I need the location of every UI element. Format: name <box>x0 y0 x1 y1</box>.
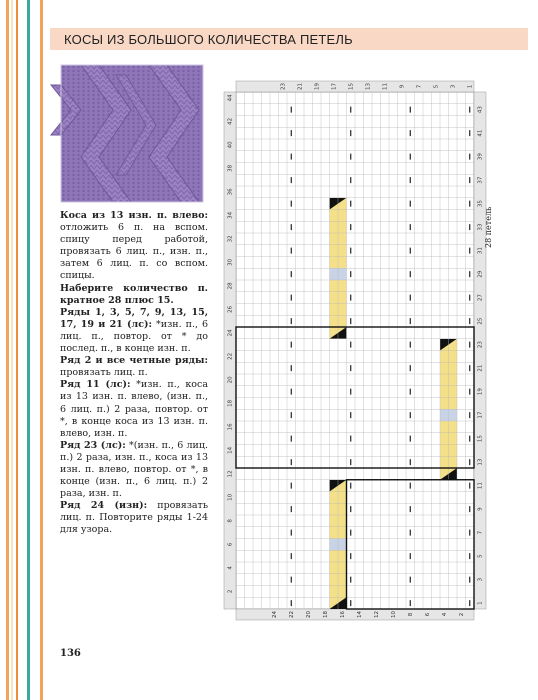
top-col-label: 3 <box>450 84 457 89</box>
left-row-label: 8 <box>227 519 234 523</box>
bottom-col-label: 10 <box>390 611 397 618</box>
left-row-label: 32 <box>227 235 234 243</box>
bottom-col-label: 4 <box>441 612 448 617</box>
right-row-label: 5 <box>477 554 484 558</box>
bottom-col-label: 18 <box>322 611 329 618</box>
left-row-label: 26 <box>227 305 234 313</box>
right-row-label: 27 <box>477 294 484 302</box>
top-col-label: 17 <box>331 83 338 90</box>
left-row-label: 10 <box>227 493 234 501</box>
left-row-label: 40 <box>227 141 234 149</box>
top-col-label: 15 <box>348 83 355 90</box>
stripe-orange-3 <box>40 0 43 700</box>
right-row-label: 1 <box>477 601 484 605</box>
bottom-col-label: 8 <box>407 612 414 617</box>
top-col-label: 7 <box>416 84 423 89</box>
top-col-label: 13 <box>365 83 372 90</box>
instruction-6: Ряд 24 (изн): провязать лиц. п. Повторите ряды 1-24 для узора. <box>60 500 208 536</box>
right-row-label: 9 <box>477 507 484 511</box>
left-row-label: 16 <box>227 423 234 431</box>
bottom-col-label: 16 <box>339 611 346 618</box>
knitting-chart <box>210 78 484 624</box>
left-row-label: 42 <box>227 117 234 125</box>
instructions <box>60 210 208 537</box>
right-row-label: 39 <box>477 153 484 161</box>
left-row-label: 28 <box>227 282 234 290</box>
bottom-col-label: 12 <box>373 611 380 618</box>
left-row-label: 2 <box>227 589 234 594</box>
instruction-1: Наберите количество п. кратное 28 плюс 15. <box>60 282 208 306</box>
left-row-label: 20 <box>227 376 234 384</box>
bottom-col-label: 2 <box>458 612 465 617</box>
right-row-label: 25 <box>477 317 484 325</box>
left-row-label: 38 <box>227 164 234 172</box>
top-col-label: 9 <box>399 84 406 89</box>
bottom-col-label: 22 <box>288 611 295 618</box>
instruction-5: Ряд 23 (лс): *(изн. п., 6 лиц. п.) 2 раза, изн. п., коса из 13 изн. п. влево, повтор. от *, в конце (изн. п., 6 лиц. п.) 2 раза, изн. п. <box>60 439 209 500</box>
bottom-col-label: 20 <box>305 611 312 618</box>
instruction-3: Ряд 2 и все четные ряды: провязать лиц. п. <box>60 355 208 379</box>
right-row-label: 35 <box>477 200 484 208</box>
right-row-label: 21 <box>477 364 484 372</box>
left-row-label: 14 <box>227 446 234 454</box>
right-row-label: 31 <box>477 247 484 255</box>
right-row-label: 29 <box>477 270 484 278</box>
bottom-col-label: 6 <box>424 612 431 617</box>
instruction-2: Ряды 1, 3, 5, 7, 9, 13, 15, 17, 19 и 21 (лс): *изн. п., 6 лиц. п., повтор. от * до послед. п., в конце изн. п. <box>60 306 208 355</box>
right-row-label: 3 <box>477 577 484 582</box>
top-col-label: 11 <box>382 83 389 90</box>
instruction-4: Ряд 11 (лс): *изн. п., коса из 13 изн. п. влево, (изн. п., 6 лиц. п.) 2 раза, повтор. от *, в конце коса из 13 изн. п. влево, изн. п. <box>60 379 209 439</box>
stripe-orange-2 <box>16 0 18 700</box>
right-row-label: 37 <box>477 176 484 184</box>
left-row-label: 22 <box>227 352 234 360</box>
right-row-label: 43 <box>477 106 484 114</box>
right-row-label: 17 <box>477 411 484 419</box>
left-row-label: 34 <box>227 211 234 219</box>
top-col-label: 1 <box>467 84 474 89</box>
stripe-cream <box>11 0 13 700</box>
stripe-teal <box>27 0 30 700</box>
left-row-label: 18 <box>227 399 234 407</box>
right-row-label: 11 <box>477 482 484 490</box>
stripe-orange-1 <box>6 0 9 700</box>
right-row-label: 41 <box>477 129 484 137</box>
right-row-label: 15 <box>477 435 484 443</box>
swatch-photo <box>61 65 203 202</box>
right-row-label: 23 <box>477 341 484 349</box>
left-row-label: 30 <box>227 258 234 266</box>
right-row-label: 19 <box>477 388 484 396</box>
left-row-label: 12 <box>227 470 234 478</box>
swatch-illustration <box>61 65 203 202</box>
left-row-label: 36 <box>227 188 234 196</box>
right-row-label: 7 <box>477 530 484 535</box>
page-title: КОСЫ ИЗ БОЛЬШОГО КОЛИЧЕСТВА ПЕТЕЛЬ <box>64 32 353 47</box>
top-col-label: 23 <box>280 83 287 90</box>
bottom-col-label: 24 <box>271 611 278 618</box>
left-row-label: 44 <box>227 94 234 102</box>
top-col-label: 19 <box>314 83 321 90</box>
top-col-label: 5 <box>433 84 440 89</box>
top-col-label: 21 <box>297 83 304 90</box>
page-number: 136 <box>60 648 81 659</box>
left-row-label: 6 <box>227 542 234 547</box>
right-row-label: 13 <box>477 458 484 466</box>
right-row-label: 33 <box>477 223 484 231</box>
left-row-label: 4 <box>227 566 234 570</box>
bottom-col-label: 14 <box>356 611 363 618</box>
left-row-label: 24 <box>227 329 234 337</box>
instruction-0: Коса из 13 изн. п. влево: отложить 6 п. на вспом. спицу перед работой, провязать 6 лиц. п., изн. п., затем 6 лиц. п. со вспом. спицы. <box>60 210 208 282</box>
